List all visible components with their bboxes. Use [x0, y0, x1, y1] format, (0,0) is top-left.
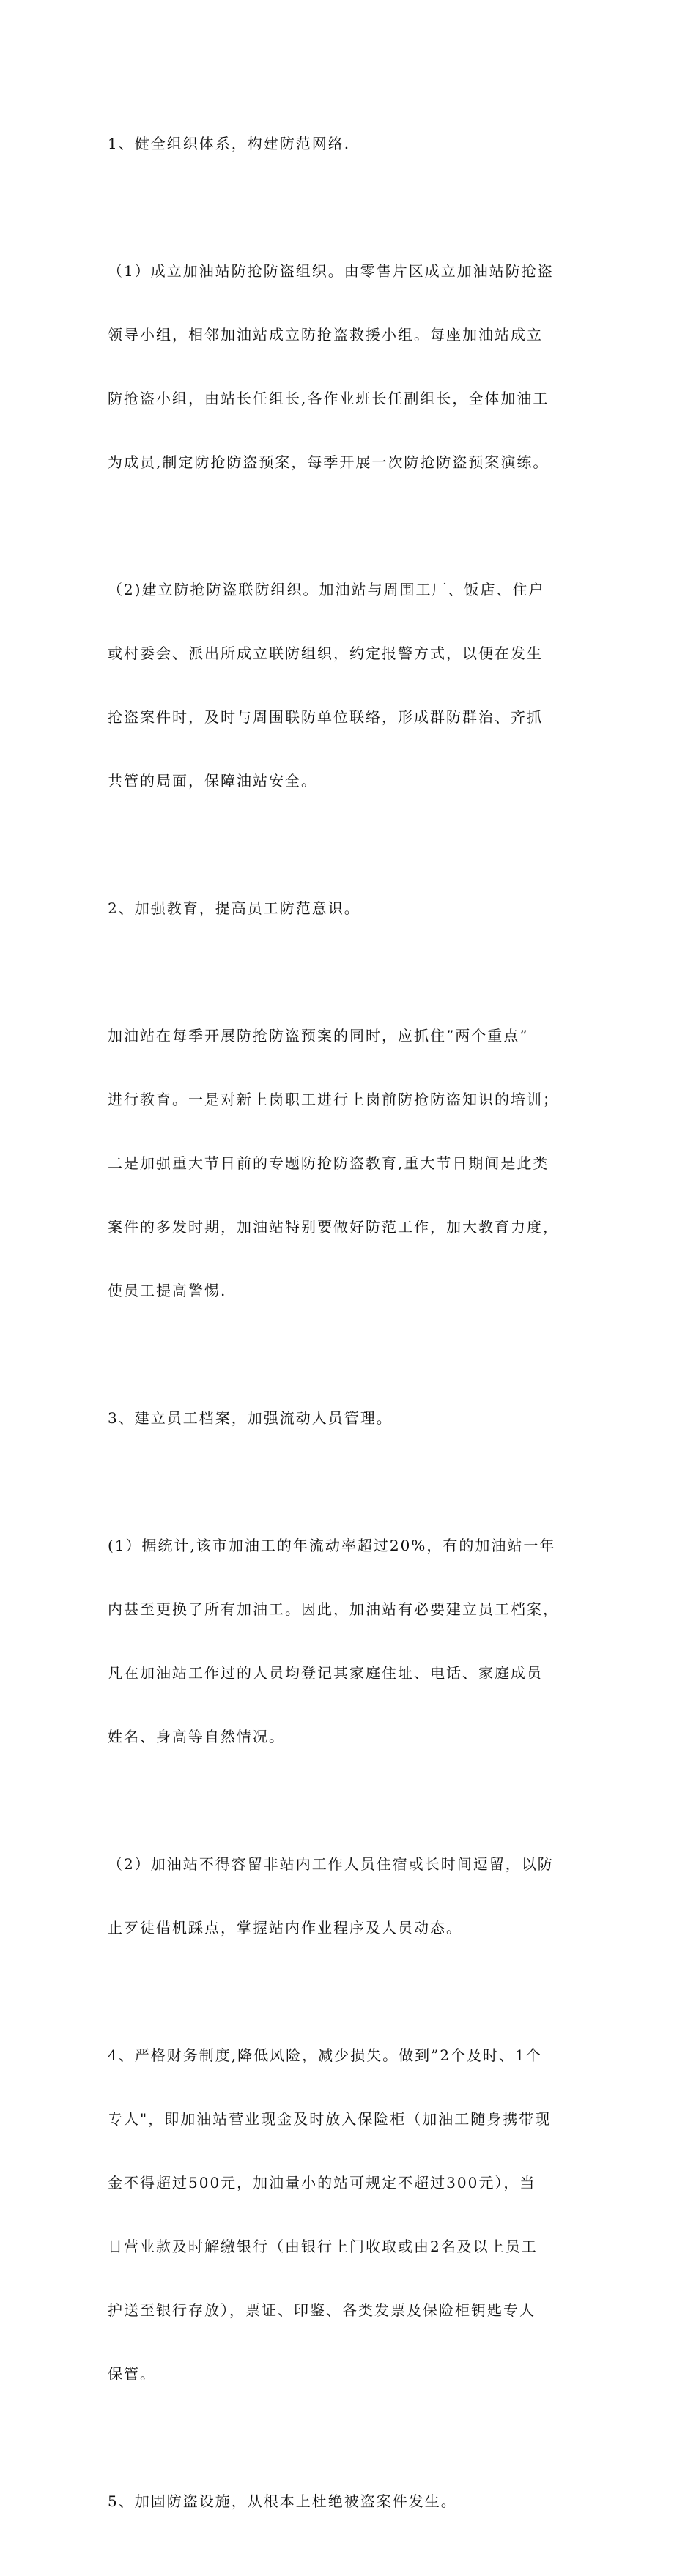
text-line: 防抢盗小组，由站长任组长,各作业班长任副组长，全体加油工 — [108, 390, 549, 407]
text-line: 5、加固防盗设施，从根本上杜绝被盗案件发生。 — [108, 2493, 457, 2510]
text-line: 内甚至更换了所有加油工。因此，加油站有必要建立员工档案， — [108, 1600, 559, 1618]
text-line: 共管的局面，保障油站安全。 — [108, 772, 317, 790]
paragraph-1-1 — [108, 218, 591, 516]
text-line: 专人"，即加油站营业现金及时放入保险柜（加油工随身携带现 — [108, 2110, 552, 2128]
paragraph-3-2 — [108, 1811, 591, 1981]
text-line: (1）据统计,该市加油工的年流动率超过20%，有的加油站一年 — [108, 1537, 556, 1554]
text-line: 领导小组，相邻加油站成立防抢盗救援小组。每座加油站成立 — [108, 326, 543, 344]
text-line: 1、健全组织体系，构建防范网络. — [108, 135, 351, 152]
text-line: （2)建立防抢防盗联防组织。加油站与周围工厂、饭店、住户 — [108, 581, 545, 598]
text-line: （2）加油站不得容留非站内工作人员住宿或长时间逗留，以防 — [108, 1855, 554, 1873]
text-line: 或村委会、派出所成立联防组织，约定报警方式，以便在发生 — [108, 645, 543, 662]
text-line: 案件的多发时期，加油站特别要做好防范工作，加大教育力度， — [108, 1218, 559, 1236]
text-line: 护送至银行存放），票证、印鉴、各类发票及保险柜钥匙专人 — [108, 2301, 536, 2319]
text-line: （1）成立加油站防抢防盗组织。由零售片区成立加油站防抢盗 — [108, 262, 554, 280]
text-line: 加油站在每季开展防抢防盗预案的同时，应抓住”两个重点” — [108, 1027, 529, 1044]
heading-1 — [108, 91, 591, 197]
text-line: 止歹徒借机踩点，掌握站内作业程序及人员动态。 — [108, 1919, 462, 1937]
text-line: 金不得超过500元，加油量小的站可规定不超过300元），当 — [108, 2174, 536, 2191]
text-line: 4、严格财务制度,降低风险，减少损失。做到”2个及时、1个 — [108, 2046, 542, 2064]
heading-2 — [108, 855, 591, 962]
text-line: 凡在加油站工作过的人员均登记其家庭住址、电话、家庭成员 — [108, 1664, 543, 1682]
text-line: 使员工提高警惕. — [108, 1282, 227, 1299]
heading-3 — [108, 1365, 591, 1471]
text-line: 为成员,制定防抢防盗预案，每季开展一次防抢防盗预案演练。 — [108, 453, 549, 471]
document-page — [108, 91, 591, 2576]
text-line: 保管。 — [108, 2365, 156, 2383]
text-line: 进行教育。一是对新上岗职工进行上岗前防抢防盗知识的培训； — [108, 1091, 559, 1108]
text-line: 3、建立员工档案，加强流动人员管理。 — [108, 1409, 393, 1427]
text-line: 2、加强教育，提高员工防范意识。 — [108, 899, 360, 917]
paragraph-1-2 — [108, 537, 591, 834]
heading-5 — [108, 2449, 591, 2555]
text-line: 抢盗案件时，及时与周围联防单位联络，形成群防群治、齐抓 — [108, 708, 543, 726]
text-line: 姓名、身高等自然情况。 — [108, 1728, 285, 1745]
paragraph-3-1 — [108, 1493, 591, 1790]
text-line: 二是加强重大节日前的专题防抢防盗教育,重大节日期间是此类 — [108, 1154, 549, 1172]
text-line: 日营业款及时解缴银行（由银行上门收取或由2名及以上员工 — [108, 2238, 538, 2255]
paragraph-2 — [108, 983, 591, 1344]
paragraph-4 — [108, 2002, 591, 2427]
